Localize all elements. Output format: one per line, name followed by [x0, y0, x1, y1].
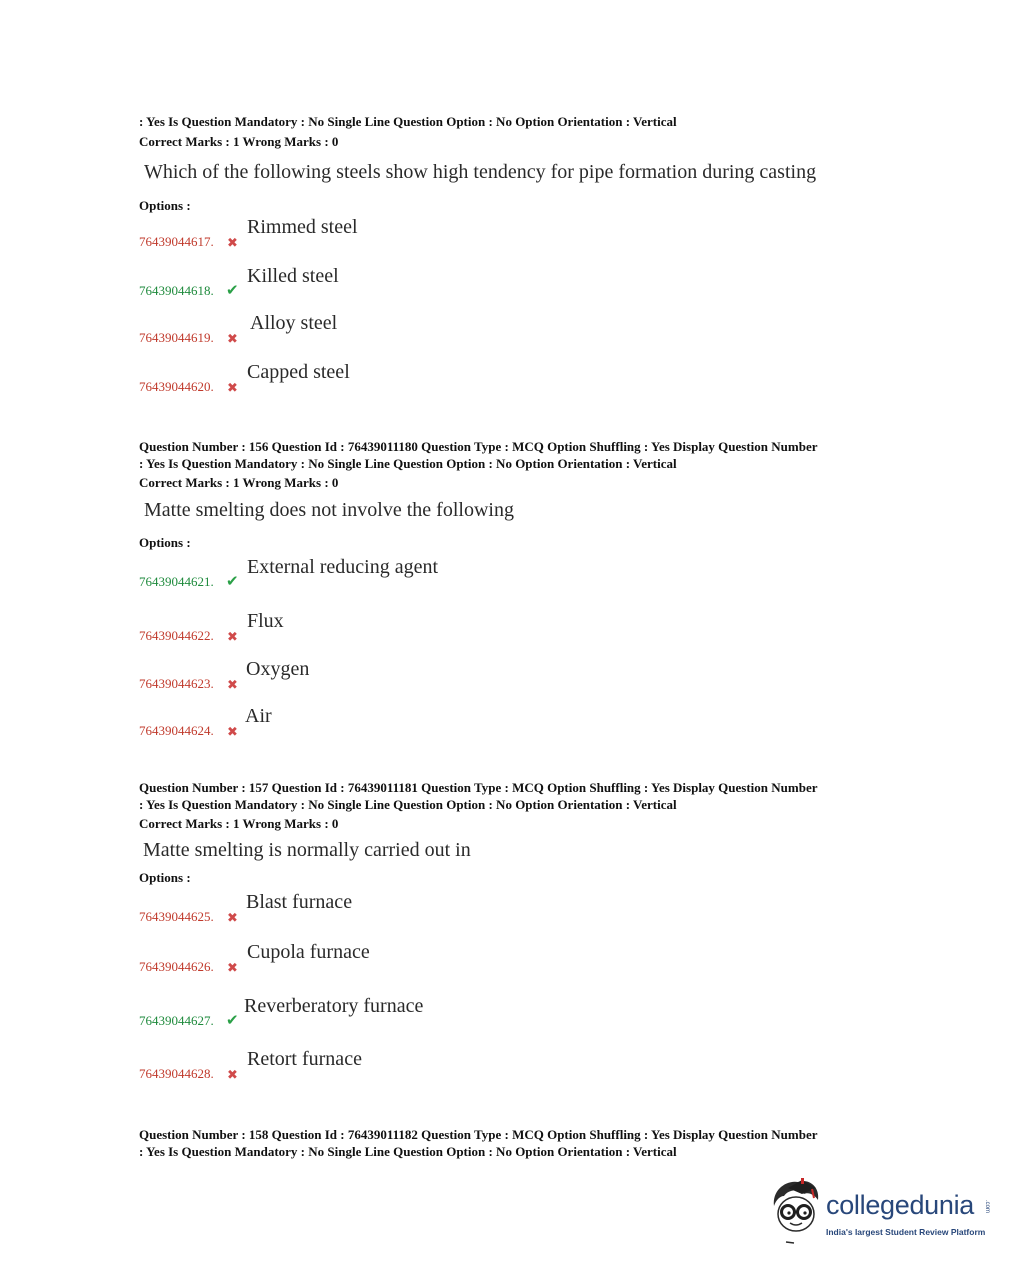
cross-icon: ✖ — [227, 910, 238, 925]
option-id: 76439044625. — [139, 909, 214, 924]
cross-icon: ✖ — [227, 629, 238, 644]
option-text: Rimmed steel — [247, 216, 358, 238]
q156-option-4 — [0, 705, 900, 745]
option-text: Oxygen — [246, 658, 310, 680]
q156-meta-line3: Correct Marks : 1 Wrong Marks : 0 — [139, 475, 339, 490]
q157-option-1 — [0, 891, 900, 931]
option-text: Flux — [247, 610, 284, 632]
mascot-icon — [768, 1176, 826, 1246]
q157-option-2 — [0, 941, 900, 981]
option-id: 76439044628. — [139, 1066, 214, 1081]
logo-wordmark: collegedunia — [826, 1190, 975, 1220]
q156-option-1 — [0, 556, 900, 596]
option-id: 76439044618. — [139, 283, 214, 298]
q155-meta-line2: : Yes Is Question Mandatory : No Single Line Question Option : No Option Orientation : Vertical — [139, 114, 677, 129]
collegedunia-logo — [768, 1176, 993, 1246]
option-text: Killed steel — [247, 265, 339, 287]
q158-meta-line1: Question Number : 158 Question Id : 76439011182 Question Type : MCQ Option Shuffling : Yes Display Question Number — [139, 1127, 818, 1142]
option-text: External reducing agent — [247, 556, 439, 578]
q156-meta-line1: Question Number : 156 Question Id : 76439011180 Question Type : MCQ Option Shuffling : Yes Display Question Number — [139, 439, 818, 454]
q155-option-4 — [0, 361, 900, 401]
option-id: 76439044624. — [139, 723, 214, 738]
option-text: Retort furnace — [247, 1048, 362, 1070]
q157-option-4 — [0, 1048, 900, 1088]
option-id: 76439044621. — [139, 574, 214, 589]
logo-suffix: .com — [984, 1200, 990, 1214]
option-id: 76439044622. — [139, 628, 214, 643]
q156-meta-line2: : Yes Is Question Mandatory : No Single Line Question Option : No Option Orientation : Vertical — [139, 455, 677, 471]
q157-meta — [139, 780, 939, 833]
q157-options-label: Options : — [139, 870, 191, 885]
q156-question-text: Matte smelting does not involve the following — [144, 499, 514, 521]
q157-question-text: Matte smelting is normally carried out in — [143, 839, 471, 861]
q157-meta-line3: Correct Marks : 1 Wrong Marks : 0 — [139, 816, 339, 831]
q155-meta — [139, 114, 939, 150]
option-text: Reverberatory furnace — [244, 995, 424, 1017]
option-text: Cupola furnace — [247, 941, 370, 963]
option-text: Capped steel — [247, 361, 350, 383]
option-id: 76439044619. — [139, 330, 214, 345]
q156-meta — [139, 439, 939, 492]
q155-meta-line3: Correct Marks : 1 Wrong Marks : 0 — [139, 133, 339, 149]
option-text: Blast furnace — [246, 891, 353, 913]
check-icon: ✔ — [226, 574, 239, 590]
q155-option-2 — [0, 265, 900, 305]
option-id: 76439044623. — [139, 676, 214, 691]
option-id: 76439044627. — [139, 1013, 214, 1028]
cross-icon: ✖ — [227, 724, 238, 739]
option-id: 76439044620. — [139, 379, 214, 394]
cross-icon: ✖ — [227, 331, 238, 346]
check-icon: ✔ — [226, 1013, 239, 1029]
q156-options-label: Options : — [139, 535, 191, 550]
cross-icon: ✖ — [227, 1067, 238, 1082]
option-text: Alloy steel — [250, 312, 338, 334]
check-icon: ✔ — [226, 283, 239, 299]
option-id: 76439044626. — [139, 959, 214, 974]
q155-question-text: Which of the following steels show high tendency for pipe formation during casting — [144, 161, 817, 183]
q158-meta — [139, 1127, 939, 1160]
q157-meta-line2: : Yes Is Question Mandatory : No Single Line Question Option : No Option Orientation : Vertical — [139, 796, 677, 812]
cross-icon: ✖ — [227, 380, 238, 395]
q155-options-label: Options : — [139, 198, 191, 213]
q156-option-3 — [0, 658, 900, 698]
option-text: Air — [245, 705, 272, 727]
q155-option-3 — [0, 312, 900, 352]
cross-icon: ✖ — [227, 677, 238, 692]
logo-tagline: India's largest Student Review Platform — [826, 1227, 986, 1237]
q155-option-1 — [0, 216, 900, 256]
cross-icon: ✖ — [227, 960, 238, 975]
option-id: 76439044617. — [139, 234, 214, 249]
q157-meta-line1: Question Number : 157 Question Id : 76439011181 Question Type : MCQ Option Shuffling : Yes Display Question Number — [139, 780, 818, 795]
q158-meta-line2: : Yes Is Question Mandatory : No Single Line Question Option : No Option Orientation : Vertical — [139, 1143, 677, 1159]
q157-option-3 — [0, 995, 900, 1035]
q156-option-2 — [0, 610, 900, 650]
cross-icon: ✖ — [227, 235, 238, 250]
